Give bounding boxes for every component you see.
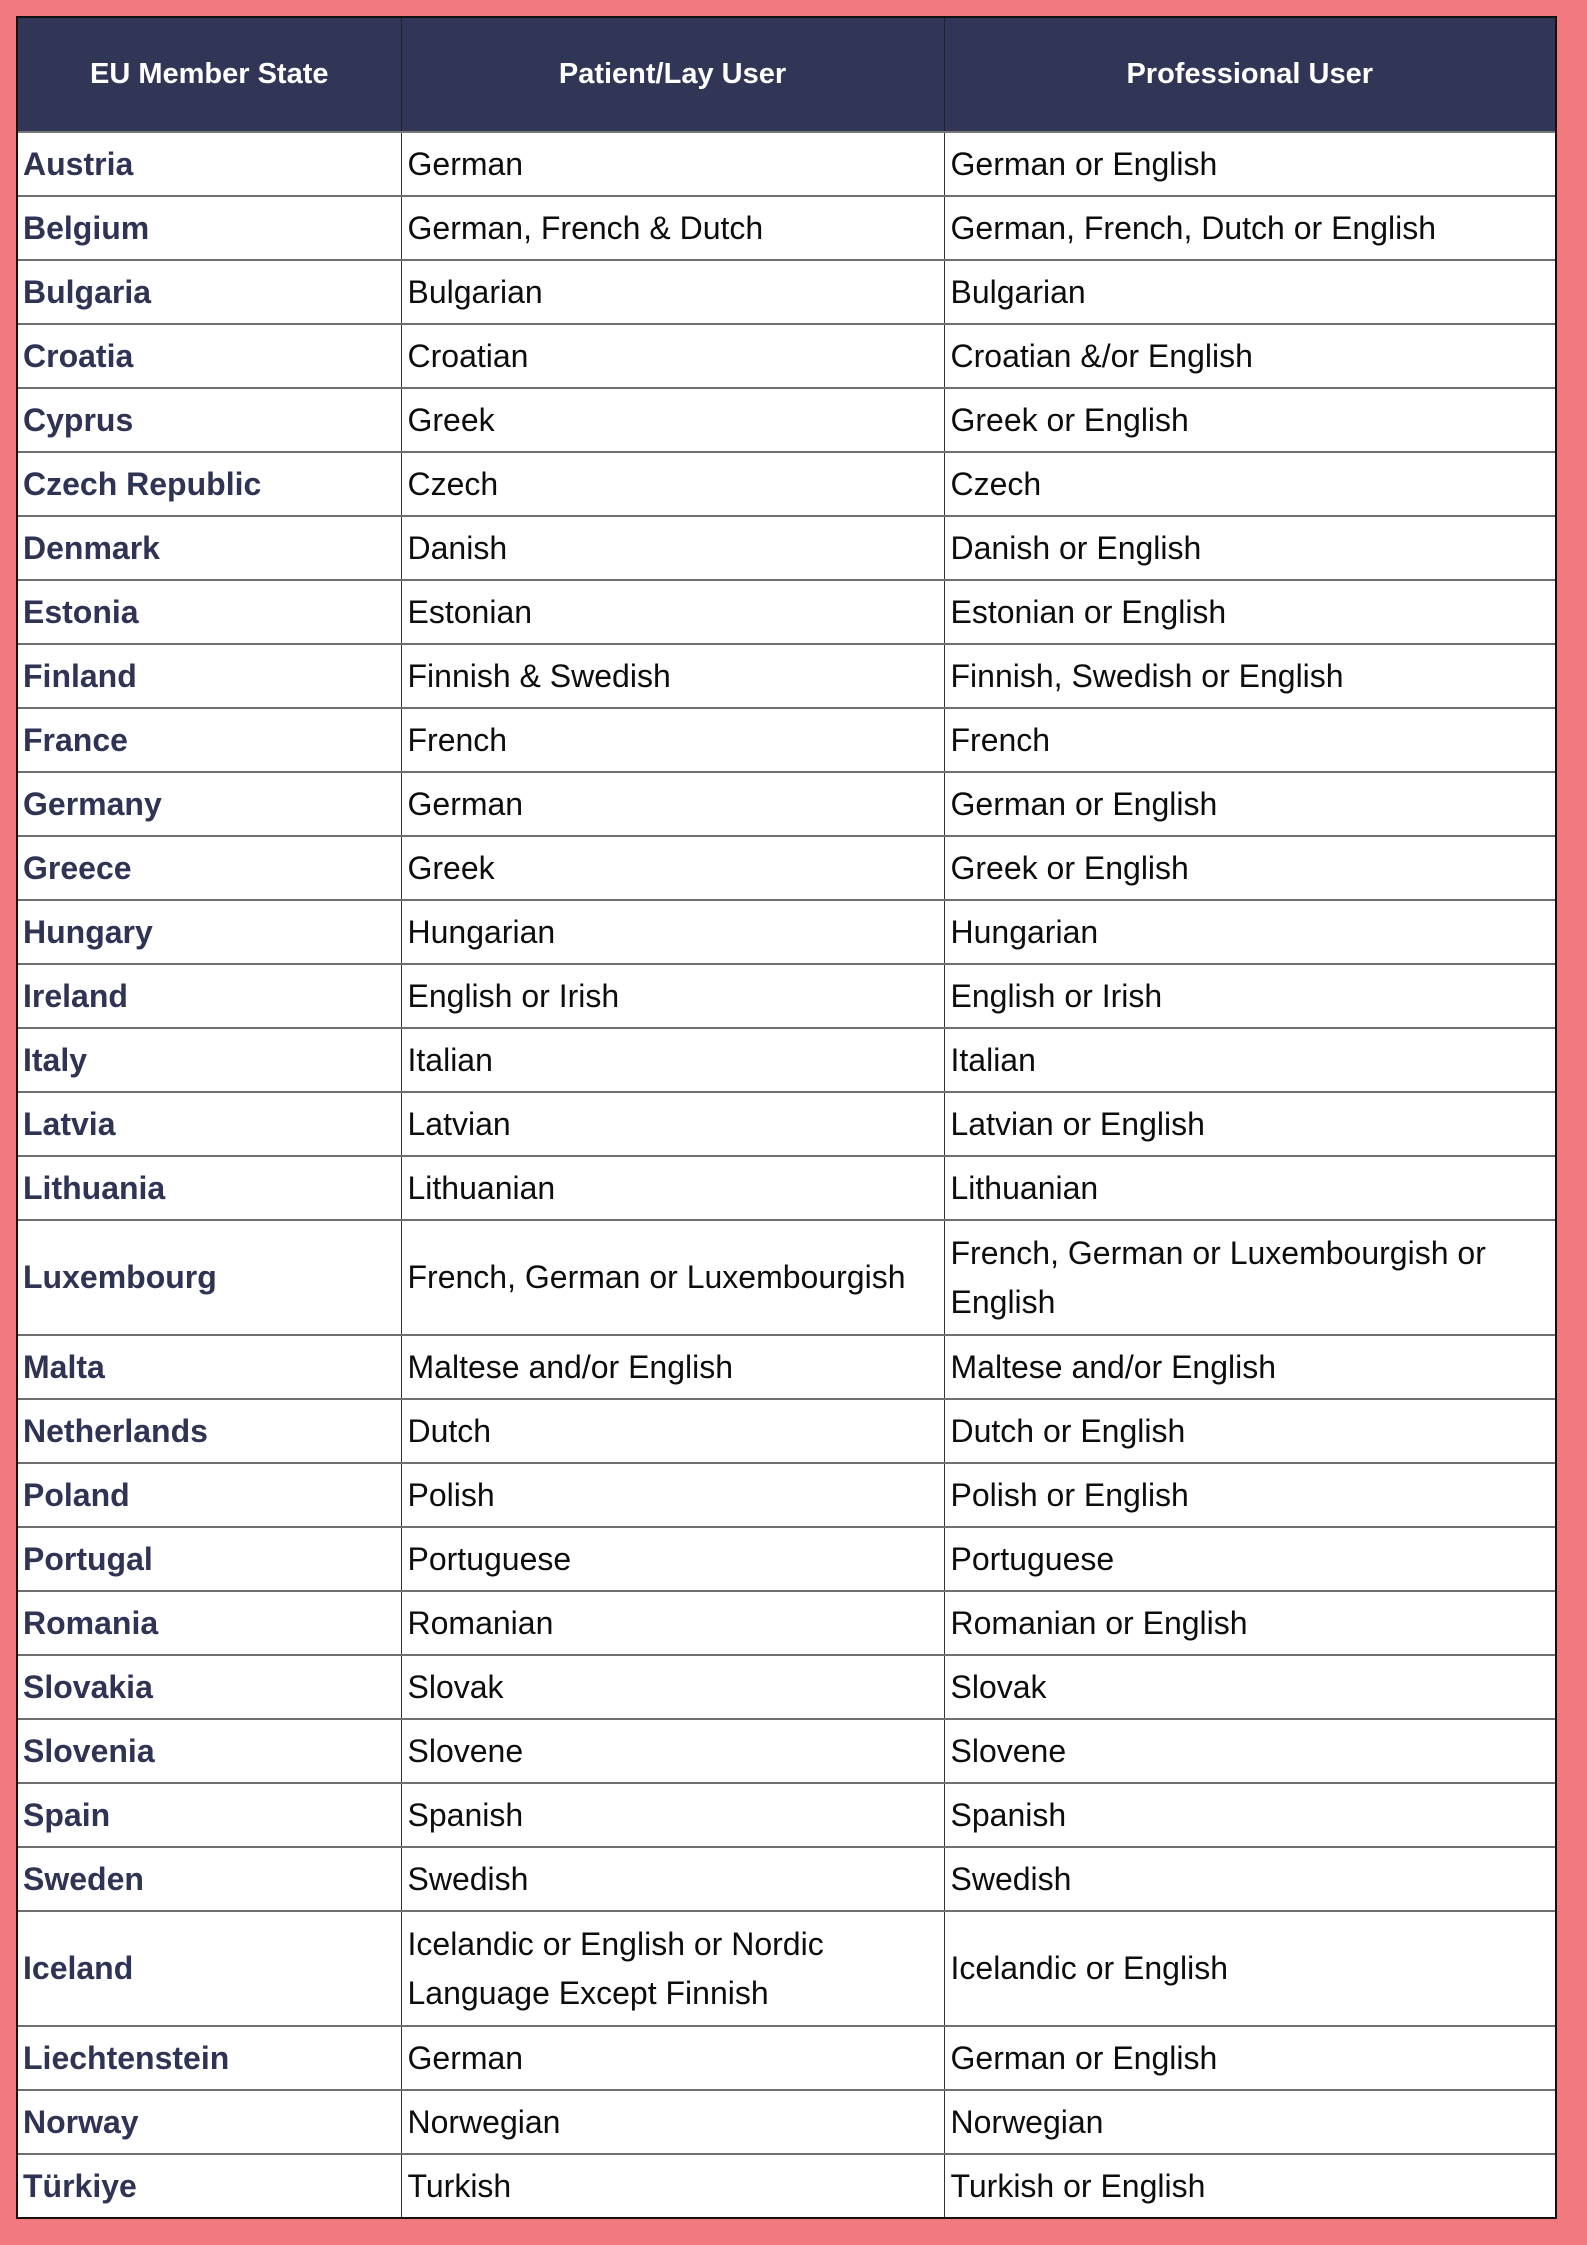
lay-user-language-cell: English or Irish	[401, 964, 944, 1028]
table-row	[18, 1399, 1555, 1463]
lay-user-language-cell: Turkish	[401, 2154, 944, 2217]
professional-user-language-cell: French, German or Luxembourgish or English	[944, 1220, 1555, 1335]
professional-user-language-cell: Romanian or English	[944, 1591, 1555, 1655]
table-row	[18, 1911, 1555, 2026]
table-row	[18, 260, 1555, 324]
professional-user-language-cell: Italian	[944, 1028, 1555, 1092]
table-row	[18, 1719, 1555, 1783]
table-row	[18, 1591, 1555, 1655]
professional-user-language-cell: Hungarian	[944, 900, 1555, 964]
table-row	[18, 2154, 1555, 2217]
lay-user-language-cell: Croatian	[401, 324, 944, 388]
table-row	[18, 452, 1555, 516]
member-state-cell: Portugal	[18, 1527, 401, 1591]
lay-user-language-cell: German	[401, 132, 944, 196]
professional-user-language-cell: Slovene	[944, 1719, 1555, 1783]
professional-user-language-cell: Finnish, Swedish or English	[944, 644, 1555, 708]
professional-user-language-cell: Dutch or English	[944, 1399, 1555, 1463]
professional-user-language-cell: Polish or English	[944, 1463, 1555, 1527]
table-body	[18, 132, 1555, 2217]
lay-user-language-cell: Hungarian	[401, 900, 944, 964]
professional-user-language-cell: Estonian or English	[944, 580, 1555, 644]
table-row	[18, 2090, 1555, 2154]
lay-user-language-cell: Finnish & Swedish	[401, 644, 944, 708]
lay-user-language-cell: Estonian	[401, 580, 944, 644]
header-professional-user: Professional User	[944, 18, 1555, 132]
professional-user-language-cell: Slovak	[944, 1655, 1555, 1719]
professional-user-language-cell: Norwegian	[944, 2090, 1555, 2154]
professional-user-language-cell: Bulgarian	[944, 260, 1555, 324]
lay-user-language-cell: German	[401, 2026, 944, 2090]
professional-user-language-cell: German or English	[944, 2026, 1555, 2090]
lay-user-language-cell: Slovene	[401, 1719, 944, 1783]
lay-user-language-cell: Swedish	[401, 1847, 944, 1911]
lay-user-language-cell: Slovak	[401, 1655, 944, 1719]
professional-user-language-cell: Spanish	[944, 1783, 1555, 1847]
professional-user-language-cell: Danish or English	[944, 516, 1555, 580]
member-state-cell: Liechtenstein	[18, 2026, 401, 2090]
header-member-state: EU Member State	[18, 18, 401, 132]
member-state-cell: Sweden	[18, 1847, 401, 1911]
member-state-cell: Latvia	[18, 1092, 401, 1156]
lay-user-language-cell: Polish	[401, 1463, 944, 1527]
table-row	[18, 1028, 1555, 1092]
member-state-cell: Greece	[18, 836, 401, 900]
member-state-cell: Lithuania	[18, 1156, 401, 1220]
lay-user-language-cell: Dutch	[401, 1399, 944, 1463]
table-row	[18, 132, 1555, 196]
table-row	[18, 644, 1555, 708]
table-row	[18, 900, 1555, 964]
member-state-cell: Belgium	[18, 196, 401, 260]
table-header-row	[18, 18, 1555, 132]
table-row	[18, 772, 1555, 836]
member-state-cell: Ireland	[18, 964, 401, 1028]
member-state-cell: Iceland	[18, 1911, 401, 2026]
lay-user-language-cell: French, German or Luxembourgish	[401, 1220, 944, 1335]
table-row	[18, 1527, 1555, 1591]
lay-user-language-cell: Danish	[401, 516, 944, 580]
lay-user-language-cell: Spanish	[401, 1783, 944, 1847]
table-row	[18, 1463, 1555, 1527]
member-state-cell: Türkiye	[18, 2154, 401, 2217]
member-state-cell: Bulgaria	[18, 260, 401, 324]
lay-user-language-cell: Icelandic or English or Nordic Language Except Finnish	[401, 1911, 944, 2026]
table-row	[18, 580, 1555, 644]
member-state-cell: Cyprus	[18, 388, 401, 452]
member-state-cell: Spain	[18, 1783, 401, 1847]
lay-user-language-cell: Norwegian	[401, 2090, 944, 2154]
member-state-cell: Czech Republic	[18, 452, 401, 516]
professional-user-language-cell: German or English	[944, 772, 1555, 836]
table-row	[18, 516, 1555, 580]
header-lay-user: Patient/Lay User	[401, 18, 944, 132]
professional-user-language-cell: Latvian or English	[944, 1092, 1555, 1156]
lay-user-language-cell: Greek	[401, 836, 944, 900]
lay-user-language-cell: Maltese and/or English	[401, 1335, 944, 1399]
lay-user-language-cell: German	[401, 772, 944, 836]
lay-user-language-cell: Lithuanian	[401, 1156, 944, 1220]
table-row	[18, 196, 1555, 260]
member-state-cell: Malta	[18, 1335, 401, 1399]
professional-user-language-cell: German, French, Dutch or English	[944, 196, 1555, 260]
member-state-cell: Norway	[18, 2090, 401, 2154]
professional-user-language-cell: Greek or English	[944, 388, 1555, 452]
lay-user-language-cell: Czech	[401, 452, 944, 516]
lay-user-language-cell: Bulgarian	[401, 260, 944, 324]
member-state-cell: Estonia	[18, 580, 401, 644]
table-row	[18, 1655, 1555, 1719]
professional-user-language-cell: Croatian &/or English	[944, 324, 1555, 388]
member-state-cell: Finland	[18, 644, 401, 708]
lay-user-language-cell: French	[401, 708, 944, 772]
member-state-cell: Poland	[18, 1463, 401, 1527]
lay-user-language-cell: Romanian	[401, 1591, 944, 1655]
lay-user-language-cell: Latvian	[401, 1092, 944, 1156]
member-state-cell: Italy	[18, 1028, 401, 1092]
member-state-cell: Croatia	[18, 324, 401, 388]
table-row	[18, 1335, 1555, 1399]
member-state-cell: Hungary	[18, 900, 401, 964]
table-row	[18, 1220, 1555, 1335]
member-state-cell: Luxembourg	[18, 1220, 401, 1335]
lay-user-language-cell: German, French & Dutch	[401, 196, 944, 260]
lay-user-language-cell: Italian	[401, 1028, 944, 1092]
table-row	[18, 2026, 1555, 2090]
professional-user-language-cell: Czech	[944, 452, 1555, 516]
professional-user-language-cell: Greek or English	[944, 836, 1555, 900]
professional-user-language-cell: German or English	[944, 132, 1555, 196]
member-state-cell: Slovenia	[18, 1719, 401, 1783]
lay-user-language-cell: Portuguese	[401, 1527, 944, 1591]
table-row	[18, 964, 1555, 1028]
lay-user-language-cell: Greek	[401, 388, 944, 452]
member-state-cell: Slovakia	[18, 1655, 401, 1719]
table-row	[18, 708, 1555, 772]
language-requirements-table-container	[16, 16, 1557, 2219]
professional-user-language-cell: English or Irish	[944, 964, 1555, 1028]
professional-user-language-cell: Portuguese	[944, 1527, 1555, 1591]
member-state-cell: Romania	[18, 1591, 401, 1655]
language-requirements-table	[18, 18, 1555, 2217]
professional-user-language-cell: Icelandic or English	[944, 1911, 1555, 2026]
table-row	[18, 836, 1555, 900]
table-row	[18, 388, 1555, 452]
professional-user-language-cell: Turkish or English	[950, 2167, 1206, 2204]
professional-user-language-cell: French	[944, 708, 1555, 772]
professional-user-language-cell: Lithuanian	[944, 1156, 1555, 1220]
professional-user-language-cell: Maltese and/or English	[944, 1335, 1555, 1399]
member-state-cell: Germany	[18, 772, 401, 836]
member-state-cell: Denmark	[18, 516, 401, 580]
member-state-cell: Austria	[18, 132, 401, 196]
table-row	[18, 1156, 1555, 1220]
member-state-cell: France	[18, 708, 401, 772]
table-row	[18, 1847, 1555, 1911]
table-row	[18, 324, 1555, 388]
table-row	[18, 1092, 1555, 1156]
table-row	[18, 1783, 1555, 1847]
member-state-cell: Netherlands	[18, 1399, 401, 1463]
professional-user-language-cell: Swedish	[944, 1847, 1555, 1911]
